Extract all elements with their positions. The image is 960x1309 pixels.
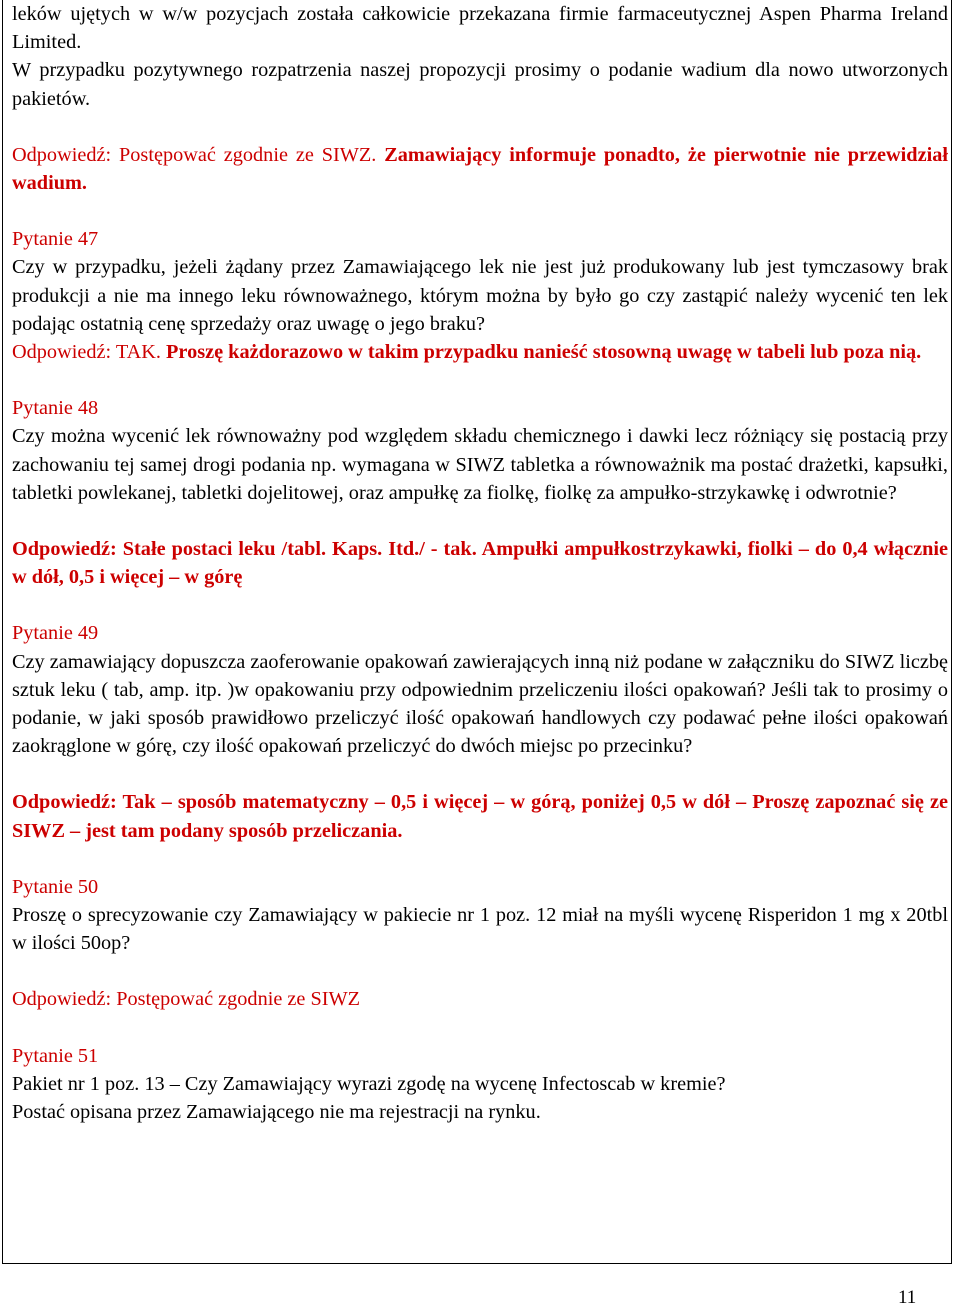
answer-text: Proszę każdorazowo w takim przypadku nanieść stosowną uwagę w tabeli lub poza nią. bbox=[166, 341, 922, 364]
question-answer: Odpowiedź: Tak – sposób matematyczny – 0,5 i więcej – w górą, poniżej 0,5 w dół – Proszę zapoznać się ze SIWZ – jest tam podany sposób przeliczania. bbox=[12, 791, 948, 842]
question-heading: Pytanie 48 bbox=[12, 397, 99, 420]
question-heading: Pytanie 47 bbox=[12, 228, 99, 251]
question-body: Postać opisana przez Zamawiającego nie ma rejestracji na rynku. bbox=[12, 1101, 541, 1124]
question-body: Czy można wycenić lek równoważny pod względem składu chemicznego i dawki lecz różniący się postacią przy zachowaniu tej samej drogi podania np. wymagana w SIWZ tabletka a równoważnik ma postać drażetki, kapsułki, tabletki powlekanej, tabletki dojelitowej, oraz ampułkę za fiolkę, fiolkę za ampułko-strzykawkę i odwrotnie? bbox=[12, 425, 948, 504]
question-heading: Pytanie 49 bbox=[12, 622, 99, 645]
document-body bbox=[12, 0, 948, 1126]
question-body: Czy w przypadku, jeżeli żądany przez Zamawiającego lek nie jest już produkowany lub jest tymczasowy brak produkcji a nie ma innego leku równoważnego, którym można by było go czy zastąpić należy wycenić ten lek podając ostatnią cenę sprzedaży oraz uwagę o jego braku? bbox=[12, 256, 948, 335]
question-answer bbox=[12, 338, 948, 366]
intro-paragraph: leków ujętych w w/w pozycjach została całkowicie przekazana firmie farmaceutycznej Aspen Pharma Ireland Limited. bbox=[12, 3, 948, 54]
intro-answer bbox=[12, 141, 948, 197]
question-heading: Pytanie 51 bbox=[12, 1044, 99, 1067]
question-body: Pakiet nr 1 poz. 13 – Czy Zamawiający wyrazi zgodę na wycenę Infectoscab w kremie? bbox=[12, 1072, 726, 1095]
question-answer: Odpowiedź: Postępować zgodnie ze SIWZ bbox=[12, 988, 361, 1011]
intro-request: W przypadku pozytywnego rozpatrzenia naszej propozycji prosimy o podanie wadium dla nowo utworzonych pakietów. bbox=[12, 59, 948, 110]
question-heading: Pytanie 50 bbox=[12, 875, 99, 898]
answer-text: Zamawiający informuje ponadto, że pierwotnie nie przewidział wadium. bbox=[12, 143, 948, 195]
page-number: 11 bbox=[898, 1287, 917, 1308]
question-answer: Odpowiedź: Stałe postaci leku /tabl. Kaps. Itd./ - tak. Ampułki ampułkostrzykawki, fiolki – do 0,4 włącznie w dół, 0,5 i więcej – w górę bbox=[12, 538, 948, 589]
question-body: Proszę o sprecyzowanie czy Zamawiający w pakiecie nr 1 poz. 12 miał na myśli wycenę Risperidon 1 mg x 20tbl w ilości 50op? bbox=[12, 904, 948, 955]
question-body: Czy zamawiający dopuszcza zaoferowanie opakowań zawierających inną niż podane w załączniku do SIWZ liczbę sztuk leku ( tab, amp. itp. )w opakowaniu przy odpowiednim przeliczeniu ilości opakowań? Jeśli tak to prosimy o podanie, w jaki sposób prawidłowo przeliczyć ilość opakowań handlowych czy podawać pełne ilości opakowań zaokrąglone w górę, czy ilość opakowań przeliczyć do dwóch miejsc po przecinku? bbox=[12, 650, 948, 758]
answer-label: Odpowiedź: Postępować zgodnie ze SIWZ. bbox=[12, 143, 377, 166]
answer-label: Odpowiedź: TAK. bbox=[12, 341, 161, 364]
